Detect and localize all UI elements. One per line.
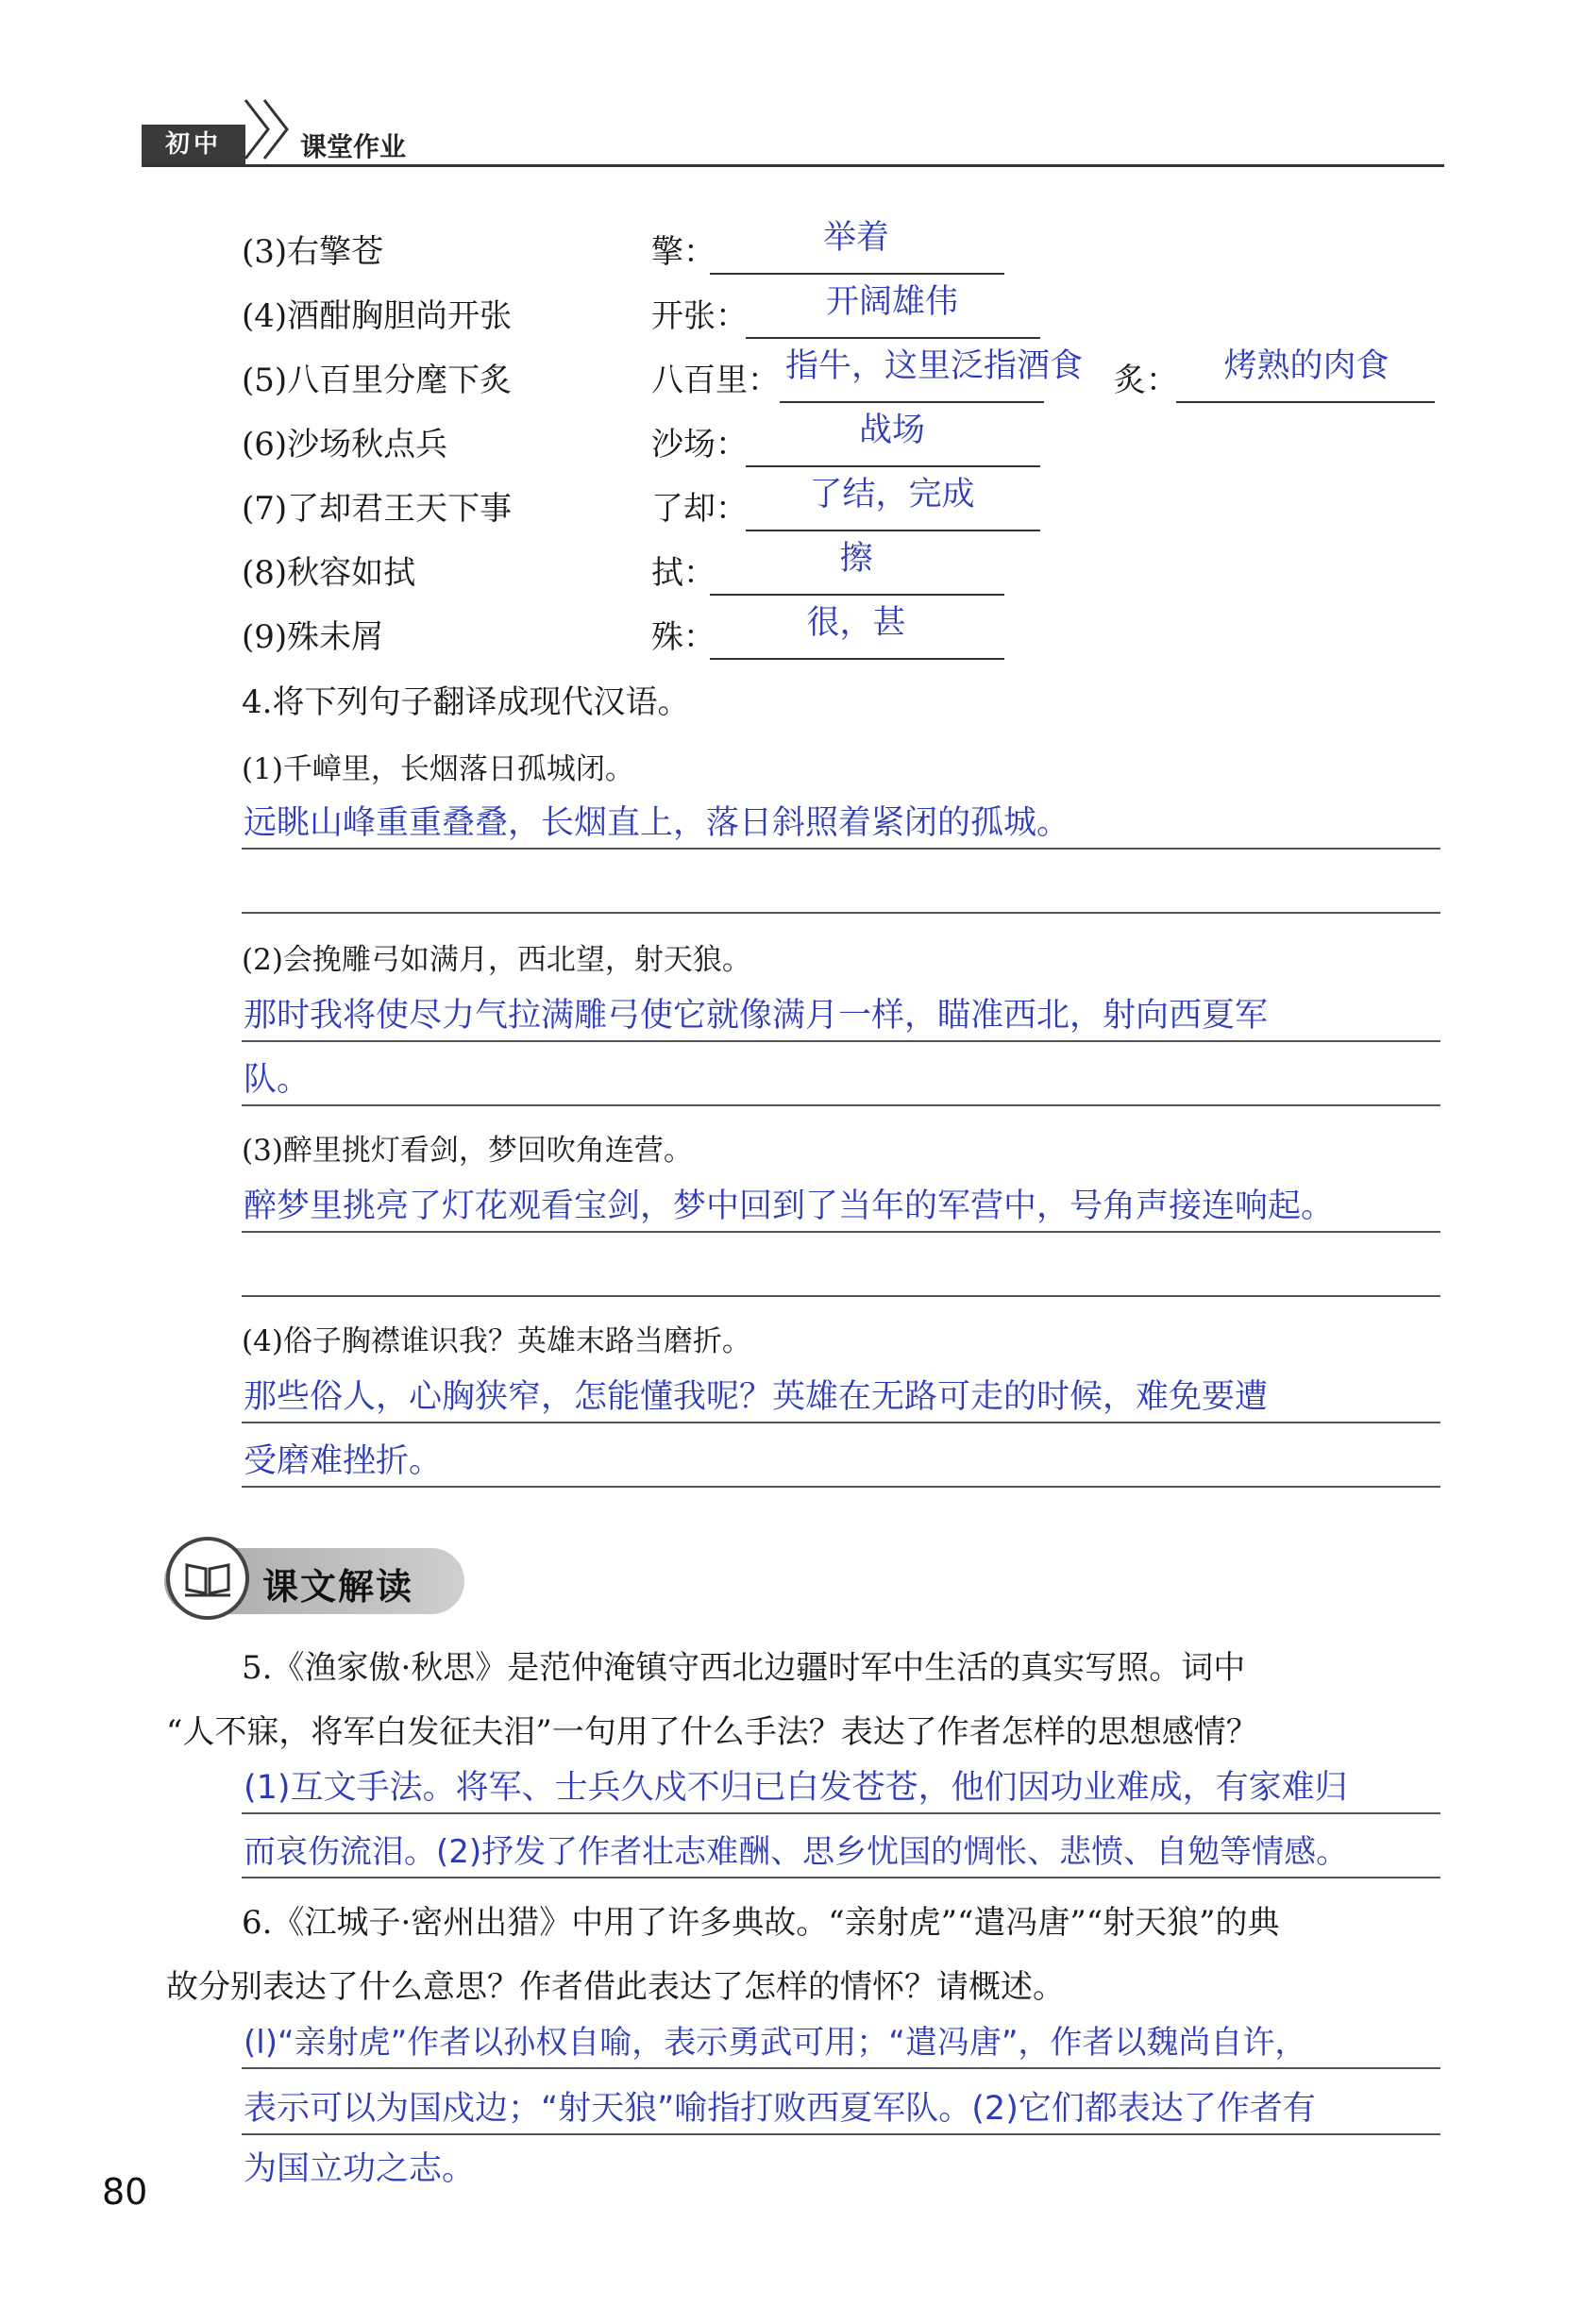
vocab-item-label: (3)右擎苍 [242, 233, 384, 271]
vocab-item-label: (9)殊未屑 [242, 618, 384, 656]
vocab-answer: 战场 [858, 412, 925, 449]
translation-1-line-1: 远眺山峰重重叠叠，长烟直上，落日斜照着紧闭的孤城。 [244, 804, 1070, 842]
header-title: 课堂作业 [300, 131, 407, 162]
vocab-item-target: 沙场： [651, 426, 748, 463]
answer-line [242, 1295, 1440, 1297]
translation-2-line-2: 队。 [244, 1061, 311, 1099]
double-chevron-icon [240, 94, 296, 164]
vocab-answer: 擦 [839, 540, 873, 578]
answer-line [242, 1812, 1440, 1814]
answer-line [242, 1040, 1440, 1042]
answer-underline [1176, 401, 1435, 403]
vocab-answer-2: 烤熟的肉食 [1223, 347, 1389, 385]
answer-underline [746, 530, 1040, 531]
answer-6-line-3: 为国立功之志。 [244, 2150, 476, 2188]
vocab-item-target: 擎： [651, 233, 716, 271]
answer-line [242, 1486, 1440, 1488]
sentence-1: (1)千嶂里，长烟落日孤城闭。 [242, 752, 634, 786]
book-icon [166, 1537, 249, 1620]
answer-6-line-2: 表示可以为国戍边；“射天狼”喻指打败西夏军队。(2)它们都表达了作者有 [244, 2090, 1316, 2128]
vocab-item-label: (4)酒酣胸胆尚开张 [242, 297, 513, 335]
vocab-answer: 了结，完成 [809, 476, 975, 514]
answer-line [242, 912, 1440, 914]
answer-line [242, 1422, 1440, 1423]
answer-underline [746, 465, 1040, 467]
answer-6-line-1: (l)“亲射虎”作者以孙权自喻，表示勇武可用；“遣冯唐”，作者以魏尚自许， [244, 2024, 1307, 2062]
question-5-line-1: 5.《渔家傲·秋思》是范仲淹镇守西北边疆时军中生活的真实写照。词中 [242, 1649, 1246, 1687]
answer-line [242, 1877, 1440, 1878]
sentence-3: (3)醉里挑灯看剑，梦回吹角连营。 [242, 1134, 693, 1168]
vocab-item-target: 了却： [651, 490, 748, 528]
vocab-answer: 开阔雄伟 [825, 283, 958, 321]
answer-5-line-2: 而哀伤流泪。(2)抒发了作者壮志难酬、思乡忧国的惆怅、悲愤、自勉等情感。 [244, 1833, 1349, 1871]
vocab-item-label: (5)八百里分麾下炙 [242, 362, 513, 399]
translation-2-line-1: 那时我将使尽力气拉满雕弓使它就像满月一样，瞄准西北，射向西夏军 [244, 997, 1269, 1035]
answer-line [242, 848, 1440, 850]
answer-line [242, 1104, 1440, 1106]
vocab-item-target-2: 炙： [1114, 362, 1178, 399]
vocab-answer: 举着 [822, 219, 889, 257]
section-title: 课文解读 [262, 1566, 414, 1608]
answer-underline [710, 273, 1004, 275]
answer-5-line-1: (1)互文手法。将军、士兵久戍不归已白发苍苍，他们因功业难成，有家难归 [244, 1769, 1348, 1807]
vocab-item-target: 殊： [651, 618, 716, 656]
answer-underline [746, 337, 1040, 339]
sentence-2: (2)会挽雕弓如满月，西北望，射天狼。 [242, 943, 751, 977]
vocab-item-target: 拭： [651, 554, 716, 592]
answer-line [242, 1231, 1440, 1233]
answer-underline [710, 658, 1004, 660]
page-number: 80 [102, 2171, 148, 2213]
question-5-line-2: “人不寐，将军白发征夫泪”一句用了什么手法？表达了作者怎样的思想感情？ [166, 1713, 1258, 1751]
answer-line [242, 2067, 1440, 2069]
translation-4-line-1: 那些俗人，心胸狭窄，怎能懂我呢？英雄在无路可走的时候，难免要遭 [244, 1378, 1269, 1416]
translation-4-line-2: 受磨难挫折。 [244, 1442, 443, 1480]
vocab-item-target: 开张： [651, 297, 748, 335]
header-tag: 初中 [142, 125, 245, 164]
question-6-line-1: 6.《江城子·密州出猎》中用了许多典故。“亲射虎”“遣冯唐”“射天狼”的典 [242, 1904, 1280, 1942]
sentence-4: (4)俗子胸襟谁识我？英雄末路当磨折。 [242, 1324, 751, 1358]
vocab-item-label: (7)了却君王天下事 [242, 490, 513, 528]
vocab-item-label: (8)秋容如拭 [242, 554, 416, 592]
vocab-answer: 指牛，这里泛指酒食 [785, 347, 1084, 385]
question-4-prompt: 4.将下列句子翻译成现代汉语。 [242, 683, 690, 721]
answer-line [242, 2133, 1440, 2135]
translation-3-line-1: 醉梦里挑亮了灯花观看宝剑，梦中回到了当年的军营中，号角声接连响起。 [244, 1187, 1335, 1225]
question-6-line-2: 故分别表达了什么意思？作者借此表达了怎样的情怀？请概述。 [166, 1968, 1065, 2006]
vocab-item-target: 八百里： [651, 362, 780, 399]
vocab-item-label: (6)沙场秋点兵 [242, 426, 448, 463]
header-rule [142, 164, 1444, 167]
answer-underline [780, 401, 1044, 403]
answer-underline [710, 594, 1004, 596]
vocab-answer: 很，甚 [806, 604, 906, 642]
